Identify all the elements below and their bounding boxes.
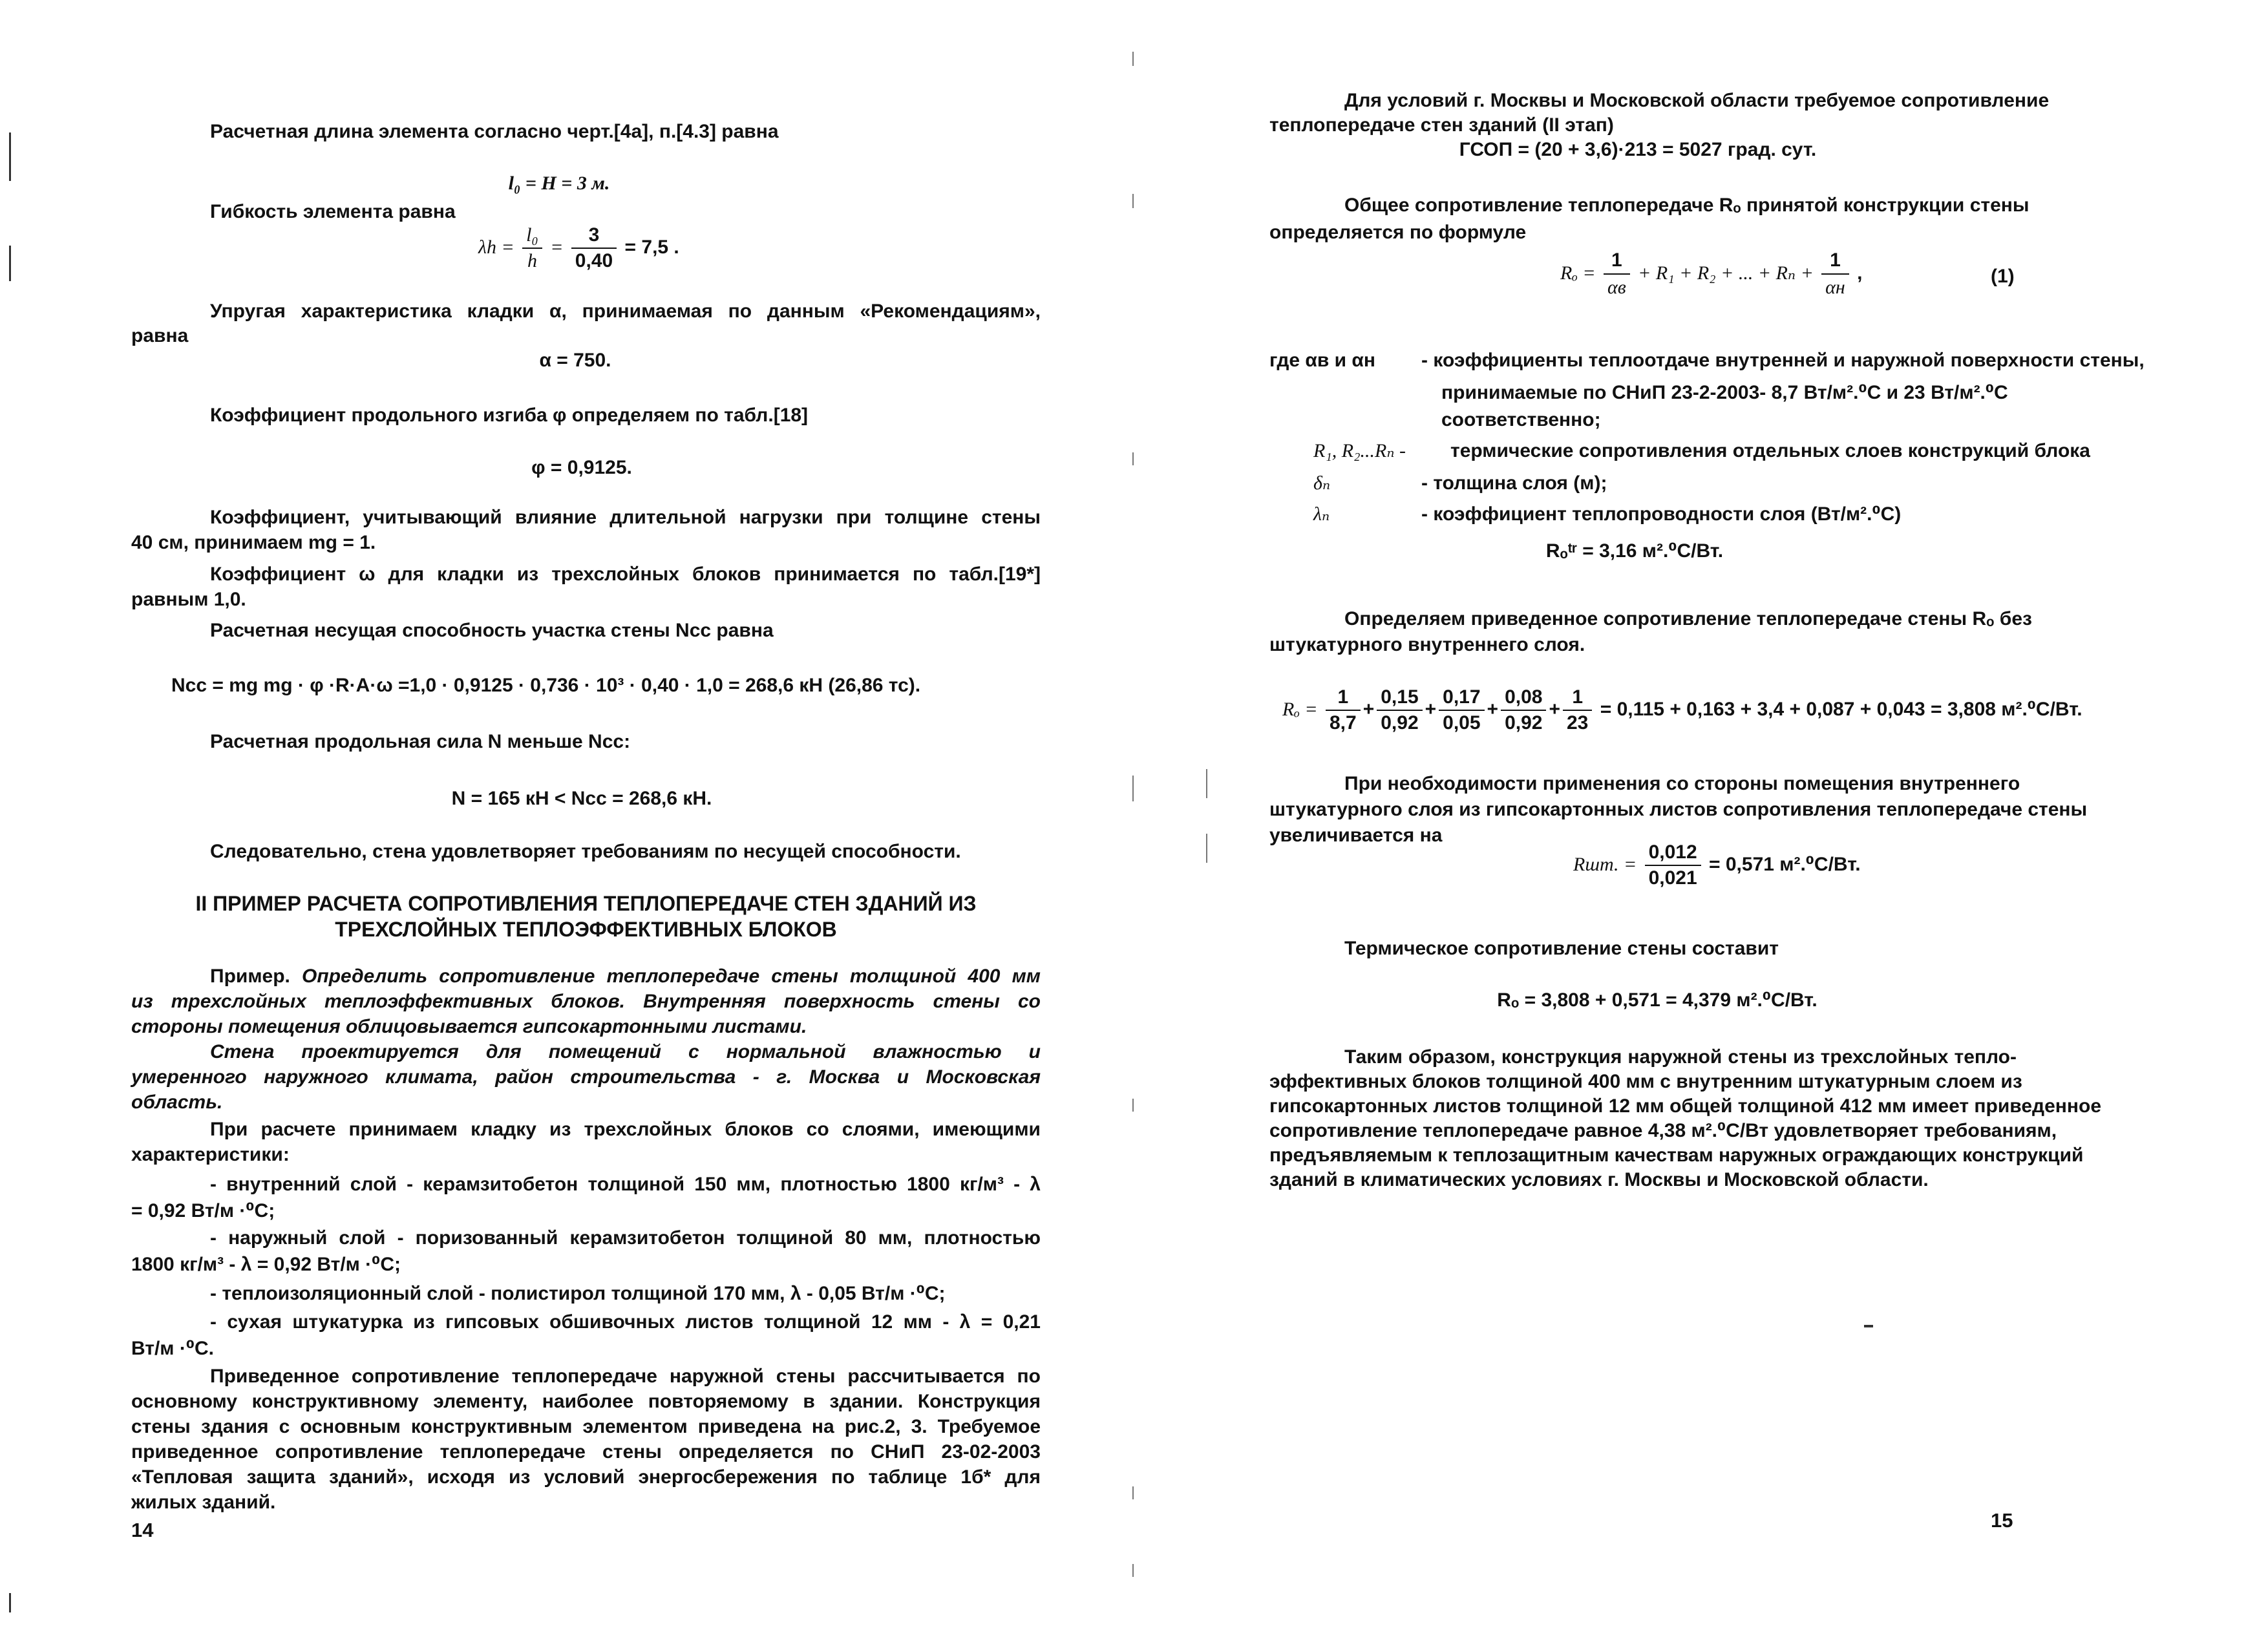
page-number: 14 bbox=[131, 1519, 154, 1541]
text-line: стороны помещения облицовывается гипсокартонными листами. bbox=[131, 1016, 807, 1037]
text-line: Упругая характеристика кладки α, принимаемая по данным «Рекомендациям», bbox=[210, 301, 1041, 322]
text-line: штукатурного слоя из гипсокартонных листов сопротивления теплопередаче стены bbox=[1269, 799, 2088, 820]
scan-edge-mark bbox=[9, 246, 11, 281]
text-line: Приведенное сопротивление теплопередаче наружной стены рассчитывается по bbox=[210, 1366, 1041, 1387]
text-line: эффективных блоков толщиной 400 мм с внутренним штукатурным слоем из bbox=[1269, 1071, 2022, 1092]
text-line: предъявляемым к теплозащитным качествам наружных ограждающих конструкций bbox=[1269, 1145, 2084, 1166]
formula-rtr: Rₒᵗʳ = 3,16 м².⁰С/Вт. bbox=[1545, 540, 1724, 562]
text-line: Расчетная продольная сила N меньше Ncc: bbox=[210, 731, 631, 752]
text-line: основному конструктивному элементу, наиболее повторяемому в здании. Конструкция bbox=[131, 1391, 1041, 1412]
text-line: определяется по формуле bbox=[1269, 222, 1527, 243]
text-line: гипсокартонных листов толщиной 12 мм общей толщиной 412 мм имеет приведенное bbox=[1269, 1095, 2101, 1117]
legend-text: принимаемые по СНиП 23-2-2003- 8,7 Вт/м².⁰С и 23 Вт/м².⁰С bbox=[1441, 382, 2008, 403]
formula-ncc: Ncc = mg mg · φ ·R·A·ω =1,0 · 0,9125 · 0,736 · 10³ · 0,40 · 1,0 = 268,6 кН (26,86 тс). bbox=[171, 675, 921, 696]
text-line: Пример. Определить сопротивление теплопередаче стены толщиной 400 мм bbox=[210, 966, 1041, 987]
legend-symbol: где αв и αн bbox=[1269, 350, 1375, 371]
legend-symbol: R₁, R₂...Rₙ - bbox=[1313, 440, 1406, 461]
text-line: стены здания с основным конструктивным элементом приведена на рис.2, 3. Требуемое bbox=[131, 1416, 1041, 1437]
text-line: сопротивление теплопередаче равное 4,38 м².⁰С/Вт удовлетворяет требованиям, bbox=[1269, 1120, 2057, 1141]
text-line: Гибкость элемента равна bbox=[210, 201, 456, 222]
formula-4: Rₒ = 3,808 + 0,571 = 4,379 м².⁰С/Вт. bbox=[1497, 989, 1818, 1011]
legend-symbol: λₙ bbox=[1313, 503, 1330, 525]
right-page bbox=[1134, 0, 2268, 1648]
text-line: При необходимости применения со стороны помещения внутреннего bbox=[1344, 773, 2020, 794]
text-line: - внутренний слой - керамзитобетон толщиной 150 мм, плотностью 1800 кг/м³ - λ bbox=[210, 1174, 1041, 1195]
formula-alpha: α = 750. bbox=[539, 350, 611, 371]
text-line: характеристики: bbox=[131, 1144, 290, 1165]
legend-symbol: δₙ bbox=[1313, 472, 1331, 494]
scan-edge-mark bbox=[9, 1593, 11, 1612]
text-line: Таким образом, конструкция наружной стены из трехслойных тепло- bbox=[1344, 1046, 2017, 1068]
formula-3: Rшт. = $\frac{0,012}{0,021}$ = 0,571 м².⁰С/Вт. bbox=[1573, 841, 1861, 889]
text-line: Термическое сопротивление стены составит bbox=[1344, 938, 1779, 959]
text-line: равным 1,0. bbox=[131, 589, 246, 610]
equation-label: (1) bbox=[1991, 266, 2015, 287]
formula-phi: φ = 0,9125. bbox=[531, 457, 632, 478]
text-line: 1800 кг/м³ - λ = 0,92 Вт/м ·⁰С; bbox=[131, 1254, 401, 1275]
text-line: Следовательно, стена удовлетворяет требованиям по несущей способности. bbox=[210, 841, 961, 862]
formula-n: N = 165 кН < Ncc = 268,6 кН. bbox=[451, 788, 712, 809]
formula-2: Rₒ = $\frac{1}{8,7}$ + $\frac{0,15}{0,92}$ + $\frac{0,17}{0,05}$ + $\frac{0,08}{0,92}$ + $\frac{1}{23}$ = 0,115 + 0,163 + 3,4 + 0,087 + 0,043 = 3,808 м².⁰С/Вт. bbox=[1282, 686, 2083, 734]
text-line: «Тепловая защита зданий», исходя из условий энергосбережения по таблице 1б* для bbox=[131, 1466, 1041, 1488]
text-line: = 0,92 Вт/м ·⁰С; bbox=[131, 1200, 275, 1221]
text-line: - теплоизоляционный слой - полистирол толщиной 170 мм, λ - 0,05 Вт/м ·⁰С; bbox=[210, 1283, 946, 1304]
text-line: умеренного наружного климата, район строительства - г. Москва и Московская bbox=[131, 1066, 1041, 1088]
text-line: зданий в климатических условиях г. Москвы и Московской области. bbox=[1269, 1169, 1929, 1190]
text-line: 40 см, принимаем mg = 1. bbox=[131, 532, 376, 553]
text-line: Расчетная длина элемента согласно черт.[4а], п.[4.3] равна bbox=[210, 121, 779, 142]
formula-gsop: ГСОП = (20 + 3,6)·213 = 5027 град. сут. bbox=[1459, 139, 1817, 160]
text-line: из трехслойных теплоэффективных блоков. Внутренняя поверхность стены со bbox=[131, 991, 1041, 1012]
text-line: приведенное сопротивление теплопередаче стены определяется по СНиП 23-02-2003 bbox=[131, 1441, 1041, 1463]
text-line: Определяем приведенное сопротивление теплопередаче стены Rₒ без bbox=[1344, 608, 2032, 629]
formula-l0: l₀ = H = 3 м. bbox=[508, 173, 610, 194]
text-line: Вт/м ·⁰С. bbox=[131, 1338, 214, 1359]
text-line: - наружный слой - поризованный керамзитобетон толщиной 80 мм, плотностью bbox=[210, 1227, 1041, 1249]
text-line: Коэффициент ω для кладки из трехслойных блоков принимается по табл.[19*] bbox=[210, 564, 1041, 585]
text-line: увеличивается на bbox=[1269, 825, 1443, 846]
legend-text: - коэффициенты теплоотдаче внутренней и наружной поверхности стены, bbox=[1421, 350, 2145, 371]
text-line: При расчете принимаем кладку из трехслойных блоков со слоями, имеющими bbox=[210, 1119, 1041, 1140]
section-heading: II ПРИМЕР РАСЧЕТА СОПРОТИВЛЕНИЯ ТЕПЛОПЕРЕДАЧЕ СТЕН ЗДАНИЙ ИЗ bbox=[195, 892, 977, 915]
legend-text: - коэффициент теплопроводности слоя (Вт/м².⁰С) bbox=[1421, 503, 1902, 525]
text-line: жилых зданий. bbox=[131, 1492, 276, 1513]
text-line: Расчетная несущая способность участка стены Ncc равна bbox=[210, 620, 774, 641]
legend-text: термические сопротивления отдельных слоев конструкций блока bbox=[1450, 440, 2090, 461]
legend-text: соответственно; bbox=[1441, 409, 1601, 430]
text-line: теплопередаче стен зданий (II этап) bbox=[1269, 114, 1614, 136]
text-line: - сухая штукатурка из гипсовых обшивочных листов толщиной 12 мм - λ = 0,21 bbox=[210, 1311, 1041, 1333]
formula-lambda: λh = $\frac{\text{l₀}}{h}$ = $\frac{3}{0,40}$ = 7,5 . bbox=[478, 224, 679, 271]
text-line: штукатурного внутреннего слоя. bbox=[1269, 634, 1585, 655]
text-line: Общее сопротивление теплопередаче Rₒ принятой конструкции стены bbox=[1344, 195, 2030, 216]
text-line: Для условий г. Москвы и Московской области требуемое сопротивление bbox=[1344, 90, 2050, 111]
legend-text: - толщина слоя (м); bbox=[1421, 472, 1607, 494]
text-line: Стена проектируется для помещений с нормальной влажностью и bbox=[210, 1041, 1041, 1062]
scan-speck bbox=[1864, 1325, 1873, 1327]
text-line: равна bbox=[131, 325, 189, 346]
text-line: Коэффициент продольного изгиба φ определяем по табл.[18] bbox=[210, 405, 809, 426]
text-line: Коэффициент, учитывающий влияние длительной нагрузки при толщине стены bbox=[210, 507, 1041, 528]
formula-1: Rₒ = $\frac{1}{\alpha в}$ + R₁ + R₂ + ... + Rₙ + $\frac{1}{\alpha н}$ , bbox=[1560, 248, 1863, 312]
page-number: 15 bbox=[1991, 1509, 2013, 1532]
text-line: область. bbox=[131, 1092, 223, 1113]
section-heading: ТРЕХСЛОЙНЫХ ТЕПЛОЭФФЕКТИВНЫХ БЛОКОВ bbox=[335, 918, 837, 941]
scan-edge-mark bbox=[9, 132, 11, 181]
